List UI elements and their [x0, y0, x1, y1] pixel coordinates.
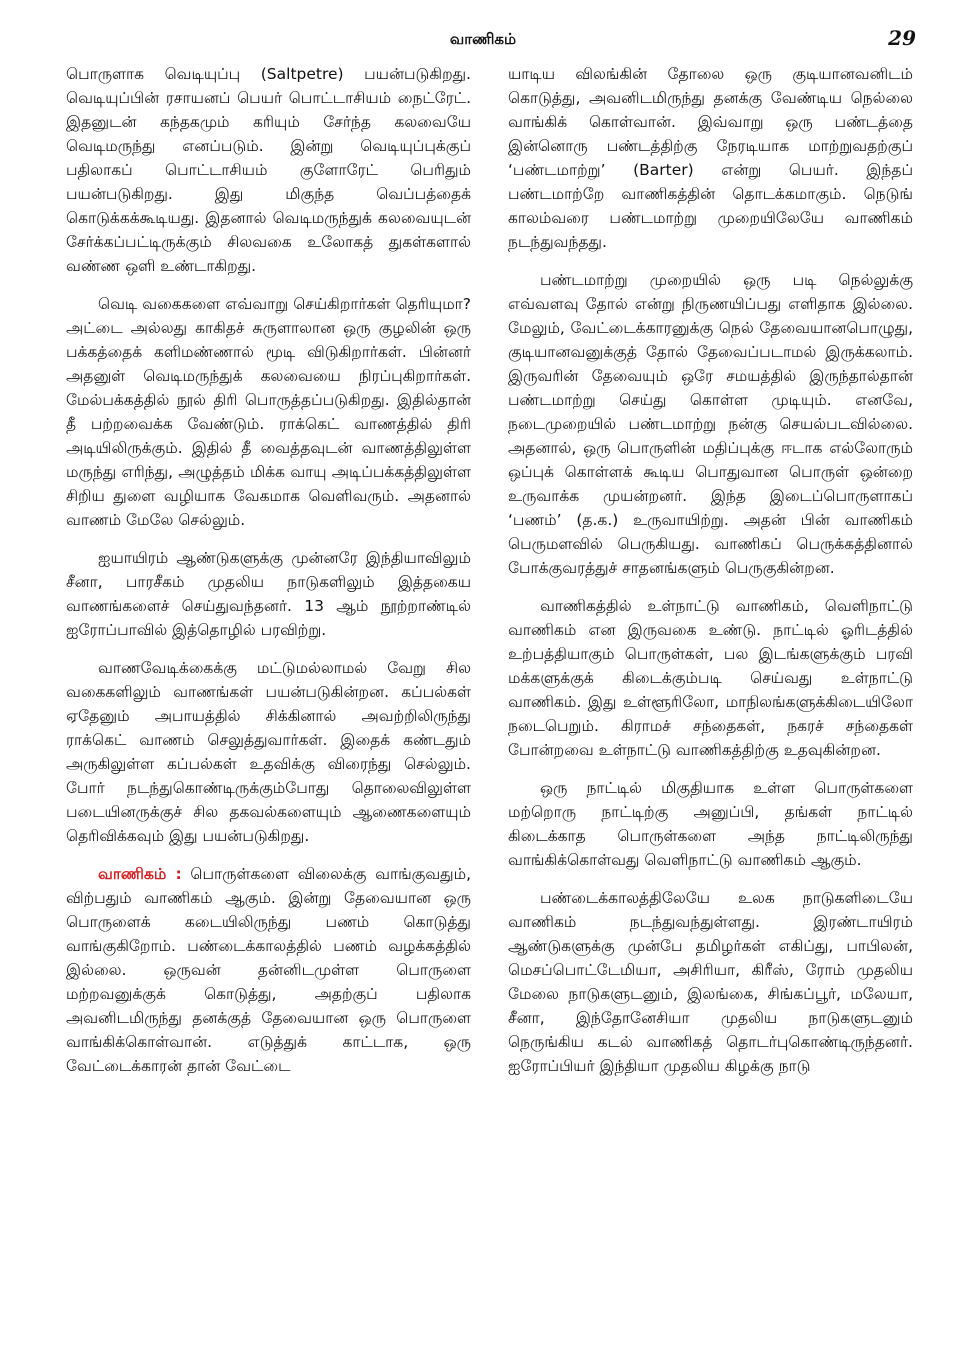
paragraph: பண்டமாற்று முறையில் ஒரு படி நெல்லுக்கு எவ்வளவு தோல் என்று நிருணயிப்பது எளிதாக இல்லை. மேலும், வேட்டைக்காரனுக்கு நெல் தேவையானபொழுது, குடியானவனுக்குத் தோல் தேவைப்படாமல் இருக்கலாம். இருவரின் தேவையும் ஒரே சமயத்தில் இருந்தால்தான் பண்டமாற்று செய்து கொள்ள முடியும். எனவே, நடைமுறையில் பண்டமாற்று நன்கு செயல்படவில்லை. அதனால், ஒரு பொருளின் மதிப்புக்கு ஈடாக எல்லோரும் ஒப்புக் கொள்ளக் கூடிய பொதுவான பொருள் ஒன்றை உருவாக்க முயன்றனர். இந்த இடைப்பொருளாகப் ‘பணம்’ (த.க.) உருவாயிற்று. அதன் பின் வாணிகம் பெருமளவில் பெருகியது. வாணிகப் பெருக்கத்தினால் போக்குவரத்துச் சாதனங்களும் பெருகுகின்றன.	[508, 271, 913, 577]
paragraph: வாணவேடிக்கைக்கு மட்டுமல்லாமல் வேறு சில வகைகளிலும் வாணங்கள் பயன்படுகின்றன. கப்பல்கள் ஏதேனும் அபாயத்தில் சிக்கினால் அவற்றிலிருந்து ராக்கெட் வாணம் செலுத்துவார்கள். இதைக் கண்டதும் அருகிலுள்ள கப்பல்கள் உதவிக்கு விரைந்து செல்லும். போர் நடந்துகொண்டிருக்கும்போது தொலைவிலுள்ள படையினருக்குச் சில தகவல்களையும் ஆணைகளையும் தெரிவிக்கவும் இது பயன்படுகிறது.	[66, 659, 471, 845]
running-title: வாணிகம்	[449, 30, 517, 48]
page-number: 29	[888, 26, 916, 50]
paragraph: வெடி வகைகளை எவ்வாறு செய்கிறார்கள் தெரியுமா? அட்டை அல்லது காகிதச் சுருளாலான ஒரு குழலின் ஒரு பக்கத்தைக் களிமண்ணால் மூடி விடுகிறார்கள். பின்னர் அதனுள் வெடிமருந்துக் கலவையை நிரப்புகிறார்கள். மேல்பக்கத்தில் நூல் திரி பொருத்தப்படுகிறது. இதில்தான் தீ பற்றவைக்க வேண்டும். ராக்கெட் வாணத்தில் திரி அடியிலிருக்கும். இதில் தீ வைத்தவுடன் வாணத்திலுள்ள மருந்து எரிந்து, அழுத்தம் மிக்க வாயு அடிப்பக்கத்திலுள்ள சிறிய துளை வழியாக வேகமாக வெளிவரும். அதனால் வாணம் மேலே செல்லும்.	[66, 295, 471, 529]
entry-text: பொருள்களை விலைக்கு வாங்குவதும், விற்பதும் வாணிகம் ஆகும். இன்று தேவையான ஒரு பொருளைக் கடையிலிருந்து பணம் கொடுத்து வாங்குகிறோம். பண்டைக்காலத்தில் பணம் வழக்கத்தில் இல்லை. ஒருவன் தன்னிடமுள்ள பொருளை மற்றவனுக்குக் கொடுத்து, அதற்குப் பதிலாக அவனிடமிருந்து தனக்குத் தேவையான ஒரு பொருளை வாங்கிக்கொள்வான். எடுத்துக் காட்டாக, ஒரு வேட்டைக்காரன் தான் வேட்டை	[66, 865, 471, 1075]
paragraph: ஐயாயிரம் ஆண்டுகளுக்கு முன்னரே இந்தியாவிலும் சீனா, பாரசீகம் முதலிய நாடுகளிலும் இத்தகைய வாணங்களைச் செய்துவந்தனர். 13 ஆம் நூற்றாண்டில் ஐரோப்பாவில் இத்தொழில் பரவிற்று.	[66, 549, 471, 639]
paragraph: வாணிகத்தில் உள்நாட்டு வாணிகம், வெளிநாட்டு வாணிகம் என இருவகை உண்டு. நாட்டில் ஓரிடத்தில் உற்பத்தியாகும் பொருள்கள், பல இடங்களுக்கும் பரவி மக்களுக்குக் கிடைக்கும்படி செய்வது உள்நாட்டு வாணிகம். இது உள்ளூரிலோ, மாநிலங்களுக்கிடையிலோ நடைபெறும். கிராமச் சந்தைகள், நகரச் சந்தைகள் போன்றவை உள்நாட்டு வாணிகத்திற்கு உதவுகின்றன.	[508, 597, 913, 759]
left-column	[66, 62, 471, 1352]
paragraph: பொருளாக வெடியுப்பு (Saltpetre) பயன்படுகிறது. வெடியுப்பின் ரசாயனப் பெயர் பொட்டாசியம் நைட்ரேட். இதனுடன் கந்தகமும் கரியும் சேர்ந்த கலவையே வெடிமருந்து எனப்படும். இன்று வெடியுப்புக்குப் பதிலாகப் பொட்டாசியம் குளோரேட் பெரிதும் பயன்படுகிறது. இது மிகுந்த வெப்பத்தைக் கொடுக்கக்கூடியது. இதனால் வெடிமருந்துக் கலவையுடன் சேர்க்கப்பட்டிருக்கும் சிலவகை உலோகத் துகள்களால் வண்ண ஒளி உண்டாகிறது.	[66, 65, 471, 275]
entry-term: வாணிகம் :	[98, 865, 182, 883]
right-column	[508, 62, 913, 1352]
page-header	[0, 26, 966, 60]
paragraph: பண்டைக்காலத்திலேயே உலக நாடுகளிடையே வாணிகம் நடந்துவந்துள்ளது. இரண்டாயிரம் ஆண்டுகளுக்கு முன்பே தமிழர்கள் எகிப்து, பாபிலன், மெசப்பொட்டேமியா, அசிரியா, கிரீஸ், ரோம் முதலிய மேலை நாடுகளுடனும், இலங்கை, சிங்கப்பூர், மலேயா, சீனா, இந்தோனேசியா முதலிய நாடுகளுடனும் நெருங்கிய கடல் வாணிகத் தொடர்புகொண்டிருந்தனர். ஐரோப்பியர் இந்தியா முதலிய கிழக்கு நாடு	[508, 889, 913, 1075]
paragraph: யாடிய விலங்கின் தோலை ஒரு குடியானவனிடம் கொடுத்து, அவனிடமிருந்து தனக்கு வேண்டிய நெல்லை வாங்கிக் கொள்வான். இவ்வாறு ஒரு பண்டத்தை இன்னொரு பண்டத்திற்கு நேரடியாக மாற்றுவதற்குப் ‘பண்டமாற்று’ (Barter) என்று பெயர். இந்தப் பண்டமாற்றே வாணிகத்தின் தொடக்கமாகும். நெடுங் காலம்வரை பண்டமாற்று முறையிலேயே வாணிகம் நடந்துவந்தது.	[508, 65, 913, 251]
paragraph-with-term	[66, 862, 471, 1078]
paragraph: ஒரு நாட்டில் மிகுதியாக உள்ள பொருள்களை மற்றொரு நாட்டிற்கு அனுப்பி, தங்கள் நாட்டில் கிடைக்காத பொருள்களை அந்த நாட்டிலிருந்து வாங்கிக்கொள்வது வெளிநாட்டு வாணிகம் ஆகும்.	[508, 779, 913, 869]
